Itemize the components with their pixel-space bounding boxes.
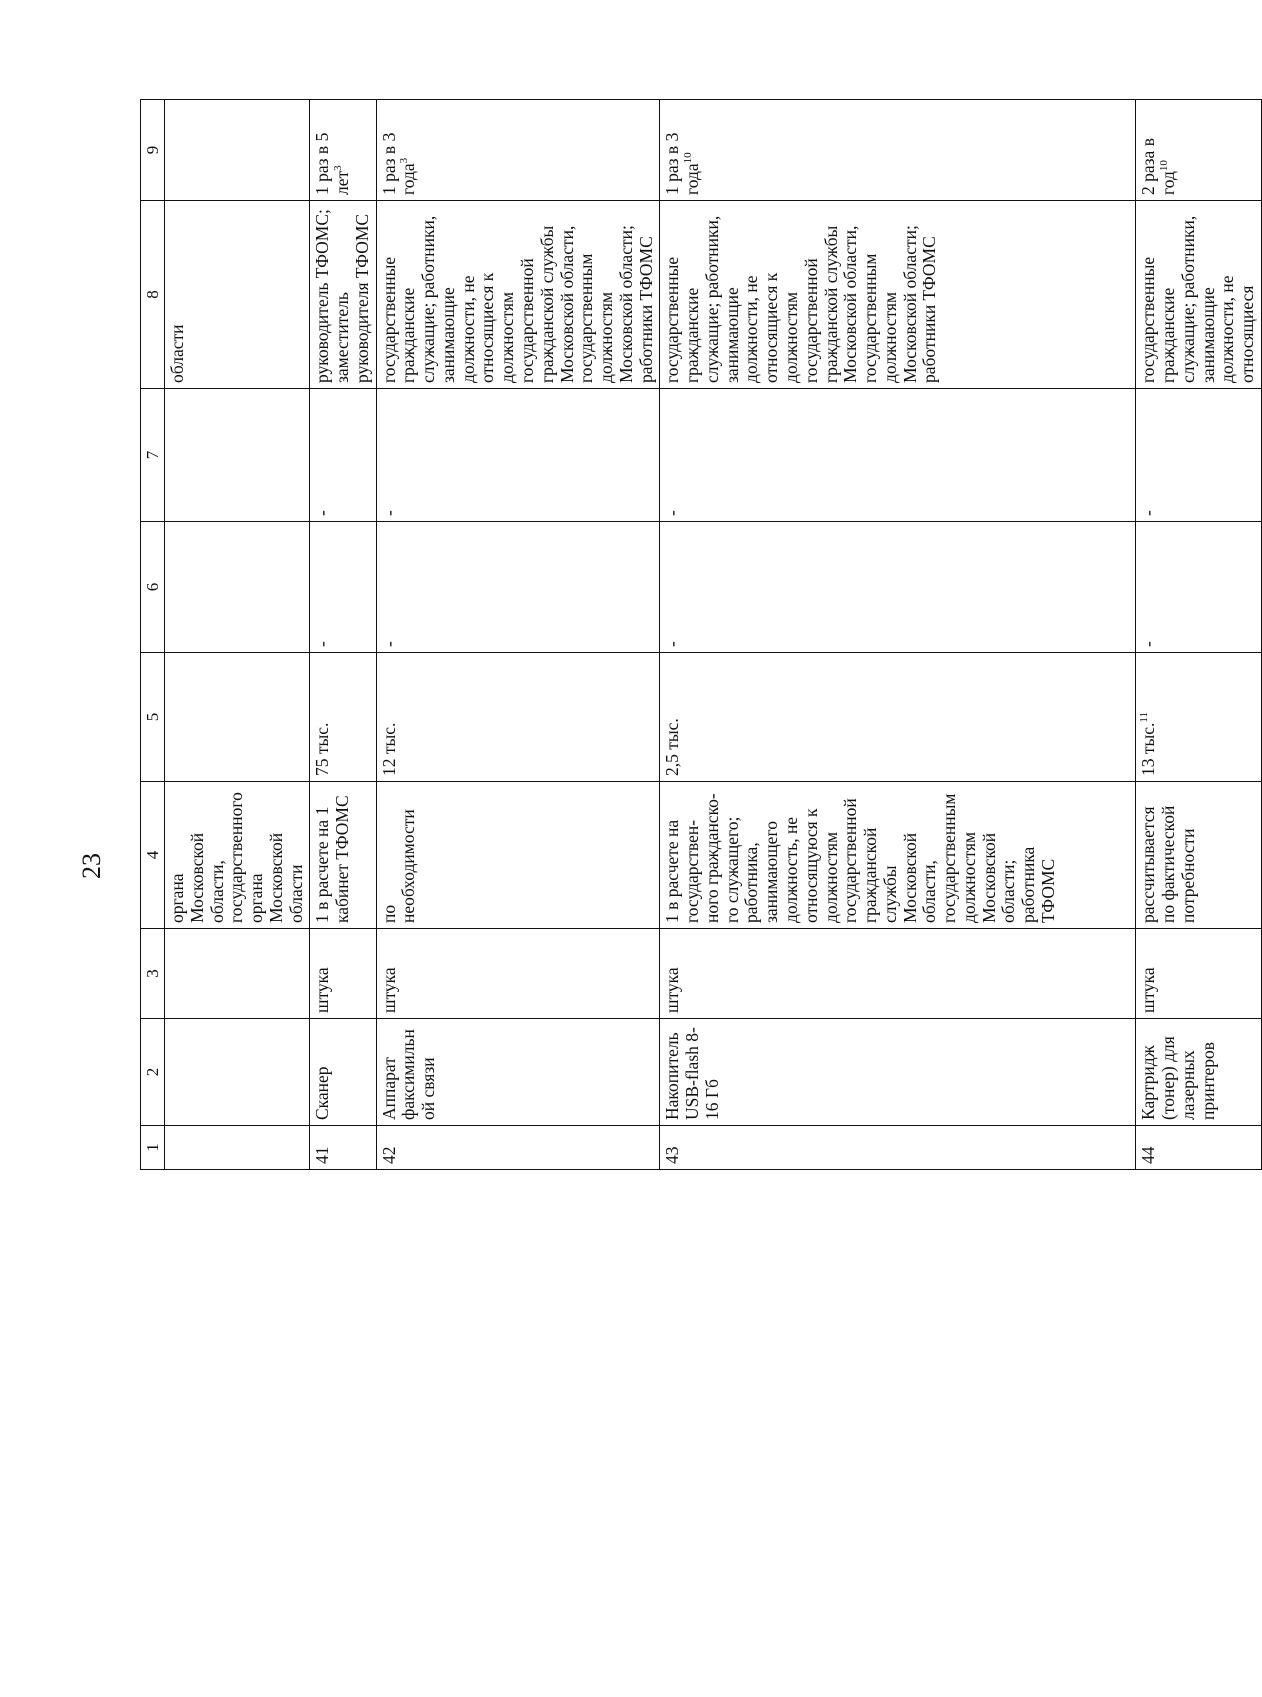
quantity-cell: 1 в расчете на государствен-ного гражданско-го служащего; работника, занимающего должность, не относящуюся к должностям государственной гражданской службы Московской области, государственным должностям Московской области; работника ТФОМС xyxy=(660,782,1136,929)
dash-value: - xyxy=(378,641,399,647)
column-number: 7 xyxy=(141,389,165,522)
rotated-table-wrapper xyxy=(140,100,1258,1170)
item-name: Картридж (тонер) для лазерных принтеров xyxy=(1136,1019,1262,1126)
term-footnote: 3 xyxy=(398,157,411,164)
quantity-cell: по необходимости xyxy=(376,782,660,929)
row-number: 42 xyxy=(376,1126,660,1170)
term-footnote: 3 xyxy=(332,165,345,171)
positions-cell: государственные гражданские служащие; работники, занимающие должности, не относящиеся к должностям государственной гражданской службы Московской области, государственным должностям Московской области; работники ТФОМС xyxy=(660,201,1136,389)
row-number: 43 xyxy=(660,1126,1136,1170)
term-value: 2 раза в год xyxy=(1138,138,1179,195)
table-row xyxy=(376,100,660,1170)
term-cell xyxy=(1136,100,1262,201)
term-value: 1 раз в 3 года xyxy=(662,132,703,195)
item-name: Накопитель USB-flash 8-16 Гб xyxy=(660,1019,1136,1126)
equipment-norms-table xyxy=(140,99,1262,1170)
column-number: 5 xyxy=(141,653,165,782)
column-number: 1 xyxy=(141,1126,165,1170)
term-cell xyxy=(310,100,376,201)
dash-value: - xyxy=(312,510,333,516)
quantity-cell: органа Московской области, государственного органа Московской области xyxy=(165,782,310,929)
term-footnote: 10 xyxy=(682,152,695,164)
column-number: 9 xyxy=(141,100,165,201)
item-name: Сканер xyxy=(310,1019,376,1126)
column-number: 6 xyxy=(141,522,165,653)
quantity-cell: рассчитывается по фактической потребности xyxy=(1136,782,1262,929)
price-value: 13 тыс. xyxy=(1138,722,1159,776)
unit-cell: штука xyxy=(376,929,660,1019)
price-cell xyxy=(310,653,376,782)
table-row xyxy=(660,100,1136,1170)
unit-cell: штука xyxy=(310,929,376,1019)
col7-cell xyxy=(1136,389,1262,522)
dash-value: - xyxy=(1138,510,1159,516)
dash-value: - xyxy=(1138,641,1159,647)
col7-cell xyxy=(660,389,1136,522)
dash-value: - xyxy=(378,510,399,516)
quantity-cell: 1 в расчете на 1 кабинет ТФОМС xyxy=(310,782,376,929)
column-number: 2 xyxy=(141,1019,165,1126)
price-footnote: 11 xyxy=(1138,711,1151,723)
col6-cell xyxy=(376,522,660,653)
col6-cell xyxy=(1136,522,1262,653)
page-number: 23 xyxy=(77,853,106,879)
table-row xyxy=(1136,100,1262,1170)
dash-value: - xyxy=(662,510,683,516)
unit-cell: штука xyxy=(660,929,1136,1019)
column-number: 8 xyxy=(141,201,165,389)
dash-value: - xyxy=(662,641,683,647)
col7-cell xyxy=(376,389,660,522)
price-value: 2,5 тыс. xyxy=(662,718,683,776)
continuation-row xyxy=(165,100,310,1170)
item-name: Аппарат факсимильной связи xyxy=(376,1019,660,1126)
positions-cell: области xyxy=(165,201,310,389)
table-row xyxy=(310,100,376,1170)
price-cell xyxy=(660,653,1136,782)
term-cell xyxy=(660,100,1136,201)
row-number: 41 xyxy=(310,1126,376,1170)
positions-cell: государственные гражданские служащие; работники, занимающие должности, не относящиеся к должностям государственной гражданской службы Московской области, государственным должностям Московской области; работники ТФОМС xyxy=(376,201,660,389)
positions-cell: руководитель ТФОМС; заместитель руководителя ТФОМС xyxy=(310,201,376,389)
column-number: 3 xyxy=(141,929,165,1019)
price-cell xyxy=(1136,653,1262,782)
col7-cell xyxy=(310,389,376,522)
column-number: 4 xyxy=(141,782,165,929)
price-value: 75 тыс. xyxy=(312,722,333,776)
price-cell xyxy=(376,653,660,782)
term-value: 1 раз в 3 года xyxy=(378,132,419,195)
column-number-row xyxy=(141,100,165,1170)
unit-cell: штука xyxy=(1136,929,1262,1019)
dash-value: - xyxy=(312,641,333,647)
term-cell xyxy=(376,100,660,201)
col6-cell xyxy=(660,522,1136,653)
positions-cell: государственные гражданские служащие; работники, занимающие должности, не относящиеся xyxy=(1136,201,1262,389)
term-value: 1 раз в 5 лет xyxy=(312,132,353,195)
price-value: 12 тыс. xyxy=(378,722,399,776)
row-number: 44 xyxy=(1136,1126,1262,1170)
term-footnote: 10 xyxy=(1158,160,1171,172)
col6-cell xyxy=(310,522,376,653)
